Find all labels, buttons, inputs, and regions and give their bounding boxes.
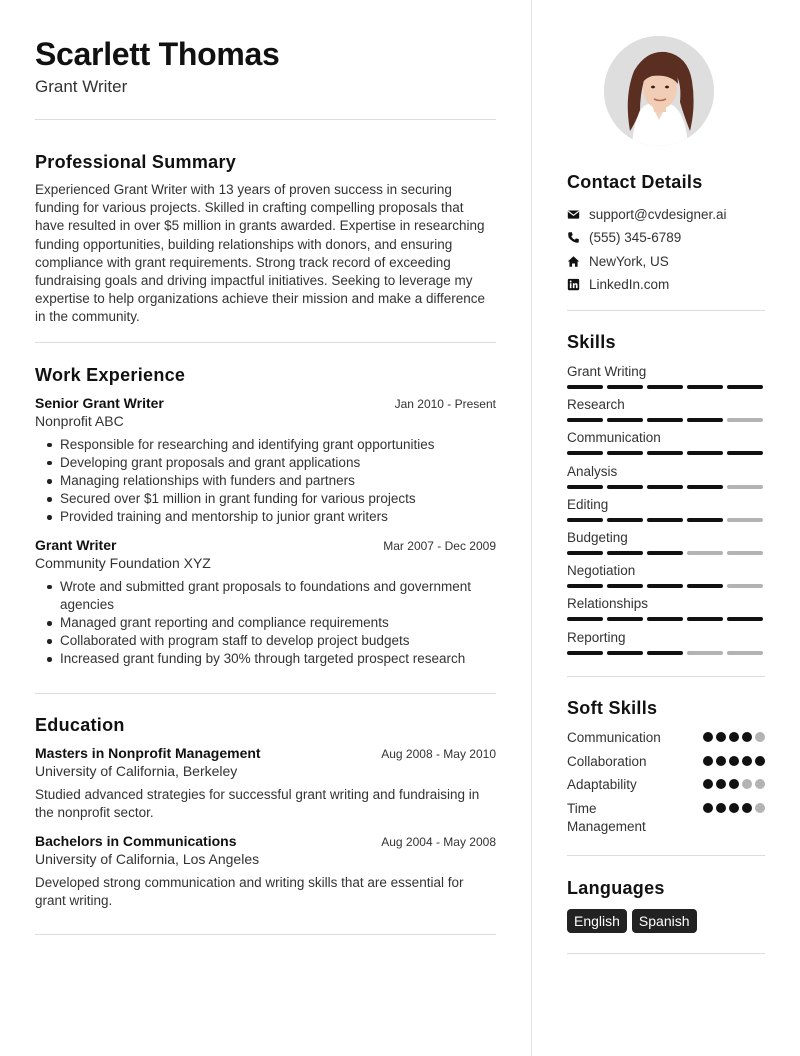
skill-level-bar — [567, 584, 765, 588]
job-title: Senior Grant Writer — [35, 394, 164, 411]
skill-bar-segment — [647, 385, 683, 389]
degree-dates: Aug 2008 - May 2010 — [381, 746, 496, 761]
education-entry — [35, 744, 496, 822]
divider — [35, 934, 496, 935]
contact-phone-text: (555) 345-6789 — [589, 230, 682, 246]
skill-item — [567, 562, 765, 595]
skill-name: Grant Writing — [567, 364, 647, 379]
divider — [35, 342, 496, 343]
soft-skill-rating — [703, 756, 765, 766]
linkedin-icon — [567, 278, 580, 291]
skill-bar-segment — [727, 551, 763, 555]
job-entry — [35, 536, 496, 669]
soft-skill-item — [567, 753, 765, 777]
candidate-title: Grant Writer — [35, 77, 128, 96]
soft-skill-rating — [703, 732, 765, 742]
skill-bar-segment — [687, 584, 723, 588]
skill-bar-segment — [647, 518, 683, 522]
contact-location-text: NewYork, US — [589, 253, 669, 269]
skill-item — [567, 529, 765, 562]
job-title: Grant Writer — [35, 536, 117, 553]
contact-linkedin-text: LinkedIn.com — [589, 277, 670, 293]
skill-item — [567, 496, 765, 529]
rating-dot — [742, 779, 752, 789]
skill-item — [567, 363, 765, 396]
skill-bar-segment — [567, 518, 603, 522]
soft-skill-item — [567, 776, 765, 800]
divider — [567, 953, 765, 954]
skill-bar-segment — [647, 418, 683, 422]
degree-title: Masters in Nonprofit Management — [35, 744, 261, 761]
skill-item — [567, 429, 765, 462]
degree-title: Bachelors in Communications — [35, 833, 237, 850]
skill-bar-segment — [567, 485, 603, 489]
languages-heading: Languages — [567, 878, 665, 898]
skill-level-bar — [567, 518, 765, 522]
bullet-item: Wrote and submitted grant proposals to foundations and government agencies — [35, 578, 496, 614]
degree-description: Studied advanced strategies for successful grant writing and fundraising in the nonprofit sector. — [35, 786, 480, 820]
main-column — [35, 36, 496, 935]
soft-skills-heading: Soft Skills — [567, 698, 658, 718]
divider — [35, 693, 496, 694]
job-entry — [35, 394, 496, 527]
skill-name: Communication — [567, 430, 661, 446]
home-icon — [567, 255, 580, 268]
rating-dot — [742, 803, 752, 813]
divider — [35, 119, 496, 120]
rating-dot — [716, 779, 726, 789]
school-name: University of California, Los Angeles — [35, 851, 260, 868]
skill-bar-segment — [727, 584, 763, 588]
divider — [567, 676, 765, 677]
skill-name: Relationships — [567, 596, 649, 612]
skill-bar-segment — [687, 651, 723, 655]
skill-level-bar — [567, 485, 765, 489]
rating-dot — [703, 779, 713, 789]
job-org: Nonprofit ABC — [35, 412, 124, 429]
contact-heading: Contact Details — [567, 172, 703, 192]
degree-description: Developed strong communication and writing skills that are essential for grant writing. — [35, 875, 464, 909]
skill-bar-segment — [607, 617, 643, 621]
rating-dot — [716, 803, 726, 813]
skill-bar-segment — [607, 418, 643, 422]
rating-dot — [716, 756, 726, 766]
rating-dot — [755, 779, 765, 789]
candidate-name: Scarlett Thomas — [35, 36, 280, 72]
skill-bar-segment — [687, 551, 723, 555]
rating-dot — [716, 732, 726, 742]
envelope-icon — [567, 208, 580, 221]
skill-bar-segment — [647, 551, 683, 555]
skill-bar-segment — [647, 617, 683, 621]
divider — [567, 310, 765, 311]
education-heading: Education — [35, 714, 125, 735]
education-entry — [35, 832, 496, 910]
rating-dot — [703, 732, 713, 742]
skills-heading: Skills — [567, 332, 616, 352]
skill-bar-segment — [687, 485, 723, 489]
skill-level-bar — [567, 617, 765, 621]
skill-bar-segment — [607, 651, 643, 655]
skill-item — [567, 396, 765, 429]
rating-dot — [729, 732, 739, 742]
skill-bar-segment — [567, 551, 603, 555]
soft-skill-name: Communication — [567, 730, 661, 745]
school-name: University of California, Berkeley — [35, 762, 238, 779]
skill-bar-segment — [567, 451, 603, 455]
skill-level-bar — [567, 451, 765, 455]
skill-name: Reporting — [567, 629, 626, 645]
soft-skill-item — [567, 729, 765, 753]
skill-name: Negotiation — [567, 563, 636, 579]
skill-name: Research — [567, 397, 625, 413]
skill-bar-segment — [647, 451, 683, 455]
soft-skill-rating — [703, 779, 765, 789]
soft-skill-name: Time Management — [567, 800, 646, 834]
skill-bar-segment — [607, 551, 643, 555]
bullet-item: Provided training and mentorship to junior grant writers — [35, 508, 496, 526]
skill-bar-segment — [727, 651, 763, 655]
skills-section — [567, 331, 765, 662]
rating-dot — [703, 756, 713, 766]
bullet-item: Managing relationships with funders and partners — [35, 472, 496, 490]
bullet-item: Secured over $1 million in grant funding for various projects — [35, 490, 496, 508]
skill-bar-segment — [727, 385, 763, 389]
skill-level-bar — [567, 651, 765, 655]
languages-section — [567, 877, 765, 933]
divider — [567, 855, 765, 856]
rating-dot — [755, 732, 765, 742]
language-tag: English — [567, 909, 627, 933]
skill-bar-segment — [727, 451, 763, 455]
skill-bar-segment — [687, 451, 723, 455]
skill-bar-segment — [687, 418, 723, 422]
skill-bar-segment — [647, 485, 683, 489]
rating-dot — [755, 756, 765, 766]
skill-bar-segment — [567, 418, 603, 422]
contact-section — [567, 171, 765, 296]
skill-level-bar — [567, 551, 765, 555]
job-org: Community Foundation XYZ — [35, 554, 211, 571]
skill-name: Editing — [567, 496, 609, 512]
degree-dates: Aug 2004 - May 2008 — [381, 835, 496, 850]
soft-skills-list — [567, 729, 765, 840]
summary-heading: Professional Summary — [35, 152, 237, 172]
contact-linkedin[interactable] — [567, 273, 765, 296]
rating-dot — [729, 779, 739, 789]
soft-skill-rating — [703, 803, 765, 813]
skill-bar-segment — [567, 617, 603, 621]
job-dates: Mar 2007 - Dec 2009 — [383, 538, 496, 553]
skill-bar-segment — [727, 485, 763, 489]
work-heading: Work Experience — [35, 364, 186, 385]
bullet-item: Increased grant funding by 30% through targeted prospect research — [35, 650, 496, 668]
soft-skill-item — [567, 800, 765, 840]
skill-bar-segment — [727, 518, 763, 522]
contact-email-text: support@cvdesigner.ai — [589, 207, 727, 223]
contact-location — [567, 250, 765, 273]
rating-dot — [729, 803, 739, 813]
skill-name: Analysis — [567, 463, 618, 479]
rating-dot — [742, 732, 752, 742]
profile-photo — [604, 36, 714, 146]
rating-dot — [703, 803, 713, 813]
contact-phone[interactable] — [567, 226, 765, 249]
skill-bar-segment — [607, 584, 643, 588]
skill-bar-segment — [607, 451, 643, 455]
skill-bar-segment — [567, 385, 603, 389]
skill-bar-segment — [567, 651, 603, 655]
skill-bar-segment — [607, 518, 643, 522]
skill-name: Budgeting — [567, 529, 628, 545]
rating-dot — [755, 803, 765, 813]
contact-email[interactable] — [567, 203, 765, 226]
bullet-item: Responsible for researching and identifying grant opportunities — [35, 436, 496, 454]
phone-icon — [567, 231, 580, 244]
bullet-item: Developing grant proposals and grant applications — [35, 454, 496, 472]
skill-bar-segment — [647, 651, 683, 655]
skill-item — [567, 595, 765, 628]
job-dates: Jan 2010 - Present — [394, 396, 496, 411]
summary-text: Experienced Grant Writer with 13 years of proven success in securing funding for various projects. Skilled in crafting compelling proposals that have resulted in over $5 million in grants awarded. Expertise in researching funding opportunities, building relationships with donors, and ensuring compliance with grant requirements. Strong track record of exceeding fundraising goals and driving impactful initiatives. Seeking to leverage my expertise to help organizations achieve their mission and make a difference in the community. — [35, 182, 486, 325]
soft-skill-name: Adaptability — [567, 777, 637, 792]
skill-level-bar — [567, 418, 765, 422]
skill-bar-segment — [687, 518, 723, 522]
skill-bar-segment — [687, 617, 723, 621]
skills-list — [567, 363, 765, 662]
rating-dot — [729, 756, 739, 766]
skill-item — [567, 629, 765, 662]
skill-bar-segment — [567, 584, 603, 588]
bullet-item: Collaborated with program staff to develop project budgets — [35, 632, 496, 650]
skill-item — [567, 463, 765, 496]
skill-bar-segment — [607, 485, 643, 489]
job-bullets — [35, 436, 496, 527]
skill-bar-segment — [687, 385, 723, 389]
soft-skills-section — [567, 697, 765, 840]
avatar — [604, 36, 714, 146]
skill-level-bar — [567, 385, 765, 389]
skill-bar-segment — [607, 385, 643, 389]
bullet-item: Managed grant reporting and compliance requirements — [35, 614, 496, 632]
job-bullets — [35, 578, 496, 669]
skill-bar-segment — [727, 617, 763, 621]
soft-skill-name: Collaboration — [567, 753, 647, 769]
rating-dot — [742, 756, 752, 766]
skill-bar-segment — [647, 584, 683, 588]
column-divider — [531, 0, 532, 1056]
skill-bar-segment — [727, 418, 763, 422]
language-tag: Spanish — [632, 909, 697, 933]
